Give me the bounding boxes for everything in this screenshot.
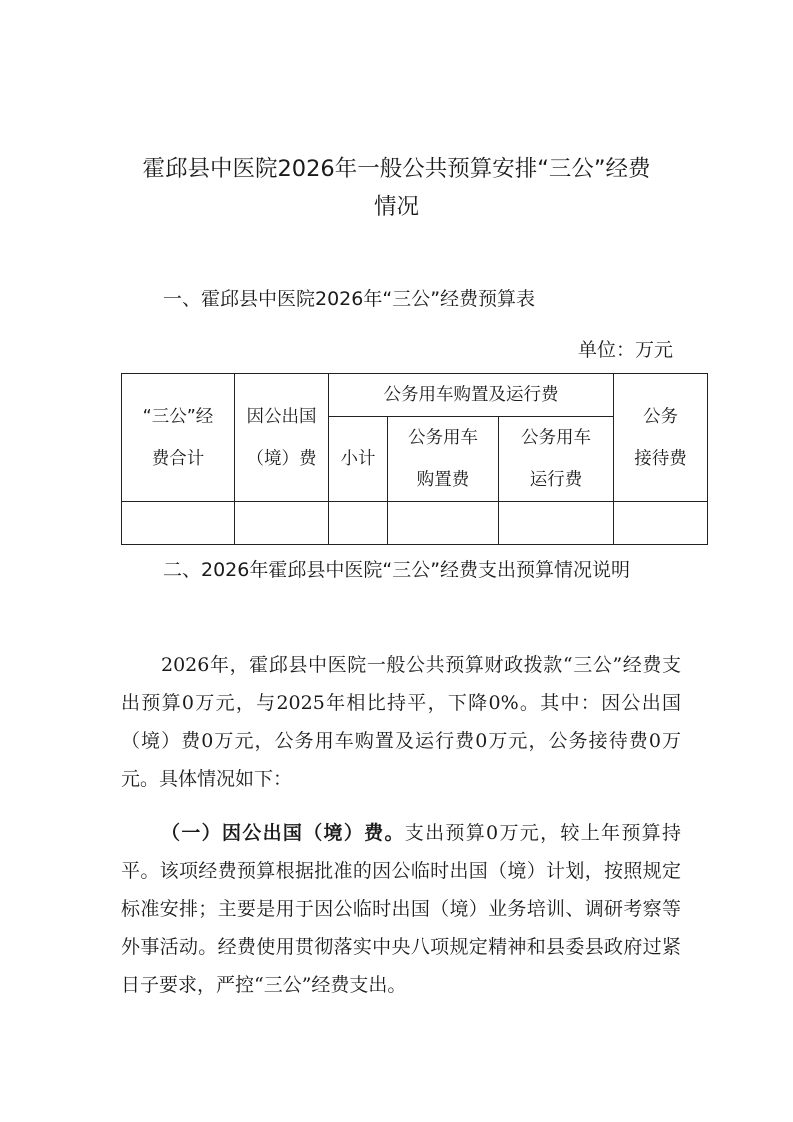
section2-heading: 二、2026年霍邱县中医院“三公”经费支出预算情况说明 [163,559,631,581]
header-vehicle-group: 公务用车购置及运行费 [329,374,614,417]
budget-table [121,373,708,545]
cell-vehicle-purchase-value [388,502,499,545]
cell-subtotal-value [329,502,388,545]
header-subtotal: 小计 [329,417,388,502]
header-vehicle-operation: 公务用车 运行费 [499,417,614,502]
cell-abroad-value [235,502,329,545]
document-title [100,150,693,226]
section1-heading: 一、霍邱县中医院2026年“三公”经费预算表 [163,288,536,310]
cell-vehicle-operation-value [499,502,614,545]
header-reception-fee: 公务 接待费 [614,374,708,502]
header-abroad-fee: 因公出国 （境）费 [235,374,329,502]
header-vehicle-purchase: 公务用车 购置费 [388,417,499,502]
paragraph-abroad-fee-body: 支出预算0万元，较上年预算持平。该项经费预算根据批准的因公临时出国（境）计划，按照规定标准安排；主要是用于因公临时出国（境）业务培训、调研考察等外事活动。经费使用贯彻落实中央八项规定精神和县委县政府过紧日子要求，严控“三公”经费支出。 [121,822,681,996]
cell-reception-value [614,502,708,545]
paragraph-abroad-fee-lead: （一）因公出国（境）费。 [161,822,405,844]
title-line-1: 霍邱县中医院2026年一般公共预算安排“三公”经费 [142,156,651,182]
table-row [122,502,708,545]
cell-total-value [122,502,235,545]
unit-label: 单位：万元 [577,339,673,361]
title-line-2: 情况 [373,194,419,220]
paragraph-summary: 2026年，霍邱县中医院一般公共预算财政拨款“三公”经费支出预算0万元，与2025年相比持平，下降0%。其中：因公出国（境）费0万元，公务用车购置及运行费0万元，公务接待费0万元。具体情况如下： [121,654,681,790]
header-three-public-total: “三公”经 费合计 [122,374,235,502]
paragraph-abroad-fee [121,814,681,1004]
